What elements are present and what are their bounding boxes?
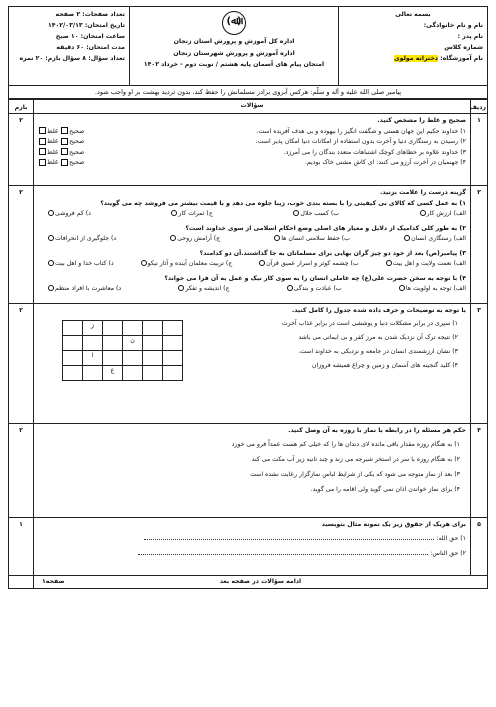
radio-icon xyxy=(259,260,265,266)
option[interactable]: ب) کسب حلال xyxy=(293,209,339,220)
radio-icon xyxy=(178,285,184,291)
option[interactable]: ب) حفظ سلامتی انسان ها xyxy=(274,234,350,245)
q4-body xyxy=(34,424,471,518)
checkbox-icon xyxy=(39,159,46,166)
grid-cell[interactable] xyxy=(103,320,123,335)
q4-item[interactable]: ۱) به هنگام روزه مقدار باقی مانده لای دندان ها را که خیلی کم هست عمداً فرو می خورد xyxy=(231,440,460,448)
grid-row xyxy=(63,335,183,350)
checkbox-icon xyxy=(61,148,68,155)
true-false-choice[interactable]: صحیح غلط xyxy=(38,158,84,169)
q2-question: ۲) به طور کلی کدامیک از دلایل و معیار های اصلی وضع احکام اسلامی از سوی خداوند است؟ xyxy=(185,224,466,232)
grid-cell[interactable]: ز xyxy=(83,320,103,335)
q4-score: ۲ xyxy=(9,424,34,518)
checkbox-icon xyxy=(39,127,46,134)
q1-item-text: ۳) خداوند علاوه بر خطاهای کوچک اشتباهات متعدد بندگان را می آمرزد. xyxy=(283,148,466,156)
option[interactable]: د) معاشرت با افراد منظم xyxy=(48,284,121,295)
grid-cell[interactable] xyxy=(63,320,83,335)
q2-body xyxy=(34,186,471,304)
q2-options xyxy=(38,284,466,295)
radio-icon xyxy=(170,235,176,241)
grid-cell[interactable] xyxy=(103,350,123,365)
q1-item xyxy=(38,158,466,169)
grid-cell[interactable] xyxy=(123,320,143,335)
option[interactable]: الف) نعمت ولایت و اهل بیت xyxy=(386,259,466,270)
radio-icon xyxy=(386,260,392,266)
radio-icon xyxy=(399,285,405,291)
q5-score: ۱ xyxy=(9,518,34,576)
office-line-1: اداره کل آموزش و پرورش استان زنجان xyxy=(173,38,295,45)
radio-icon xyxy=(141,260,147,266)
footer-empty xyxy=(9,576,34,589)
option[interactable]: ج) ثمرات کار xyxy=(171,209,212,220)
grid-cell[interactable] xyxy=(63,365,83,380)
question-1 xyxy=(9,114,488,186)
q4-items xyxy=(38,437,466,497)
grid-cell[interactable] xyxy=(83,335,103,350)
option[interactable]: د) کتاب خدا و اهل بیت xyxy=(48,259,114,270)
footer-row xyxy=(9,576,488,589)
question-4 xyxy=(9,424,488,518)
radio-icon xyxy=(287,285,293,291)
school-name-value: دخترانه مولوی xyxy=(394,55,438,62)
continue-note: ادامه سؤالات در صفحه بعد xyxy=(219,578,302,585)
radio-icon xyxy=(171,210,177,216)
answer-line[interactable] xyxy=(138,546,428,555)
grid-cell[interactable] xyxy=(63,335,83,350)
q5-item-label: ۲) حق الناس: xyxy=(428,549,466,557)
q5-item-label: ۱) حق الله: xyxy=(434,534,466,542)
student-info xyxy=(338,7,487,85)
exam-title: امتحان پیام های آسمان پایه هشتم / نوبت دوم - خرداد ۱۴۰۲ xyxy=(143,61,325,68)
grid-cell[interactable] xyxy=(83,365,103,380)
option[interactable]: ج) اندیشه و تفکر xyxy=(178,284,229,295)
q3-title: با توجه به توضیحات و حرف داده شده جدول را کامل کنید. xyxy=(291,307,466,314)
office-line-2: اداره آموزش و پرورش شهرستان زنجان xyxy=(173,49,295,57)
grid-row xyxy=(63,365,183,380)
option[interactable]: الف) ارزش کار xyxy=(420,209,466,220)
exam-time: ساعت امتحان: ۱۰ صبح xyxy=(55,33,125,40)
grid-cell[interactable] xyxy=(143,335,163,350)
exam-date: تاریخ امتحان: ۱۴۰۲/۰۳/۱۳ xyxy=(47,22,125,29)
student-name-field[interactable]: نام و نام خانوادگی: xyxy=(423,22,483,29)
option[interactable]: الف) رستگاری انسان xyxy=(404,234,466,245)
q5-item xyxy=(38,531,466,546)
exam-duration: مدت امتحان: ۶۰ دقیقه xyxy=(56,44,125,51)
page-number: صفحه۱ xyxy=(42,578,65,585)
q2-num: ۲ xyxy=(471,186,488,304)
checkbox-icon xyxy=(39,138,46,145)
clue: ۱) سپری در برابر مشکلات دنیا و پوششی است در برابر عذاب آخرت xyxy=(281,319,458,327)
clue: ۴) کلید گنجینه های آسمان و زمین و چراغ همیشه فروزان xyxy=(312,361,458,369)
iran-emblem-icon: (ﷲ) xyxy=(222,11,246,35)
q3-puzzle xyxy=(38,317,466,383)
grid-cell[interactable] xyxy=(163,365,183,380)
radio-icon xyxy=(420,210,426,216)
q1-item-text: ۴) جهنمیان در آخرت آرزو می کنند: ای کاش مشتی خاک بودیم. xyxy=(304,159,466,166)
q4-item[interactable]: ۳) بعد از نماز متوجه می شود که یکی از شرایط لباس نمازگزار رعایت نشده است xyxy=(250,470,460,478)
exam-title-block xyxy=(130,7,338,85)
grid-row xyxy=(63,320,183,335)
q1-item xyxy=(38,148,466,159)
grid-cell[interactable] xyxy=(163,350,183,365)
hadith-line: پیامبر صلی الله علیه و آله و سلّم: هرکس آبروی برادر مسلمانش را حفظ کند، بدون تردید بهشت بر او واجب شود. xyxy=(8,86,488,99)
page-count: تعداد صفحات: ۲ صفحه xyxy=(55,11,125,18)
option[interactable]: د) کم فروشی xyxy=(48,209,91,220)
checkbox-icon xyxy=(61,127,68,134)
crossword-grid xyxy=(62,320,183,381)
question-count: تعداد سؤال: ۸ سؤال بارم: ۲۰ نمره xyxy=(19,55,125,62)
q3-clues xyxy=(183,317,466,373)
option[interactable]: ج) تربیت معلمان آینده و آثار نیکو xyxy=(141,259,233,270)
radio-icon xyxy=(48,260,54,266)
q1-item xyxy=(38,137,466,148)
q4-title: حکم هر مسئله را در رابطه با نماز با روزه به آن وصل کنید. xyxy=(288,427,466,434)
checkbox-icon xyxy=(61,138,68,145)
grid-cell[interactable]: ع xyxy=(103,365,123,380)
radio-icon xyxy=(404,235,410,241)
grid-cell[interactable] xyxy=(143,320,163,335)
q2-options xyxy=(38,209,466,220)
option[interactable]: الف) توجه به اولویت ها xyxy=(399,284,466,295)
q5-items xyxy=(38,531,466,561)
option[interactable]: ب) چشمه کوثر و اسرار عمیق قرآن xyxy=(259,259,359,270)
q2-score: ۲ xyxy=(9,186,34,304)
grid-cell[interactable] xyxy=(63,350,83,365)
q5-title: برای هریک از حقوق زیر یک نمونه مثال بنویسید xyxy=(321,521,466,528)
school-name-field: نام آموزشگاه: دخترانه مولوی xyxy=(394,55,483,62)
grid-cell[interactable] xyxy=(163,335,183,350)
checkbox-icon xyxy=(39,148,46,155)
question-3 xyxy=(9,304,488,424)
col-score: بارم xyxy=(9,100,34,114)
true-false-choice[interactable]: صحیح غلط xyxy=(38,137,84,148)
answer-line[interactable] xyxy=(144,531,434,540)
q5-body xyxy=(34,518,471,576)
option[interactable]: ب) عبادت و بندگی xyxy=(287,284,342,295)
option[interactable]: ج) آرامش روحی xyxy=(170,234,220,245)
q4-item[interactable]: ۲) به هنگام روزه با سر در استخر شیرجه می زند و چند ثانیه زیر آب مکث می کند xyxy=(251,455,460,463)
q5-num: ۵ xyxy=(471,518,488,576)
q3-body xyxy=(34,304,471,424)
radio-icon xyxy=(48,235,54,241)
q4-item[interactable]: ۴) برای نماز خواندن اذان نمی گوید ولی اقامه را می گوید. xyxy=(310,485,460,493)
grid-cell[interactable]: ا xyxy=(83,350,103,365)
option[interactable]: د) جلوگیری از انحرافات xyxy=(48,234,116,245)
bismillah: بسمه تعالی xyxy=(395,11,431,18)
q2-title: گزینه درست را علامت بزنید. xyxy=(380,189,466,196)
grid-cell[interactable] xyxy=(143,365,163,380)
q4-num: ۴ xyxy=(471,424,488,518)
checkbox-icon xyxy=(61,159,68,166)
q1-score: ۲ xyxy=(9,114,34,186)
q2-question: ۳) پیامبر(ص) بعد از خود دو چیز گران بهایی برای مسلمانان به جا گذاشتند.آن دو کدامند؟ xyxy=(199,249,466,257)
q1-item-text: ۲) رسیدن به رستگاری دنیا و آخرت بدون استفاده از امکانات دنیا امکان پذیر است. xyxy=(255,138,466,145)
q1-item-text: ۱) خداوند حکیم این جهان هستی و شگفت انگیز را بیهوده و بی هدف آفریده است. xyxy=(256,127,466,135)
table-header-row xyxy=(9,100,488,114)
grid-row xyxy=(63,350,183,365)
class-number-field[interactable]: شماره کلاس xyxy=(444,44,483,51)
q2-options xyxy=(38,259,466,270)
question-2 xyxy=(9,186,488,304)
radio-icon xyxy=(274,235,280,241)
radio-icon xyxy=(48,210,54,216)
q1-title: صحیح و غلط را مشخص کنید. xyxy=(377,117,466,124)
exam-sheet xyxy=(8,6,488,696)
footer-continue xyxy=(34,576,488,589)
q2-options xyxy=(38,234,466,245)
radio-icon xyxy=(48,285,54,291)
question-5 xyxy=(9,518,488,576)
true-false-choice[interactable]: صحیح غلط xyxy=(38,148,84,159)
q2-question: ۱) به عمل کسی که کالای بی کیفیتی را با بسته بندی خوب، زیبا جلوه می دهد و با قیمت بیشتر می فروشد چه می گویند؟ xyxy=(100,199,466,207)
q3-num: ۳ xyxy=(471,304,488,424)
questions-table xyxy=(8,99,488,589)
true-false-choice[interactable]: صحیح غلط xyxy=(38,127,84,138)
grid-cell[interactable]: ن xyxy=(123,335,143,350)
q2-question: ۴) با توجه به سخن حضرت علی(ع) چه عاملی انسان را به سوی کار نیک و عمل به آن فرا می خواند؟ xyxy=(164,274,466,282)
q3-score: ۲ xyxy=(9,304,34,424)
father-name-field[interactable]: نام پدر : xyxy=(457,33,483,40)
q5-item xyxy=(38,546,466,561)
radio-icon xyxy=(293,210,299,216)
grid-cell[interactable] xyxy=(143,350,163,365)
grid-cell[interactable] xyxy=(123,365,143,380)
clue: ۲) نتیجه ترک آن نزدیک شدن به مرز کفر و بی ایمانی می باشد xyxy=(298,333,458,341)
col-num: ردیف xyxy=(471,100,488,114)
q1-item xyxy=(38,127,466,138)
grid-cell[interactable] xyxy=(123,350,143,365)
col-questions: سؤالات xyxy=(34,100,471,114)
grid-cell[interactable] xyxy=(163,320,183,335)
grid-cell[interactable] xyxy=(103,335,123,350)
clue: ۳) نشان ارزشمندی انسان در جامعه و نزدیکی به خداوند است. xyxy=(298,347,458,355)
exam-header xyxy=(8,6,488,86)
q1-body xyxy=(34,114,471,186)
exam-meta xyxy=(9,7,130,85)
q1-num: ۱ xyxy=(471,114,488,186)
